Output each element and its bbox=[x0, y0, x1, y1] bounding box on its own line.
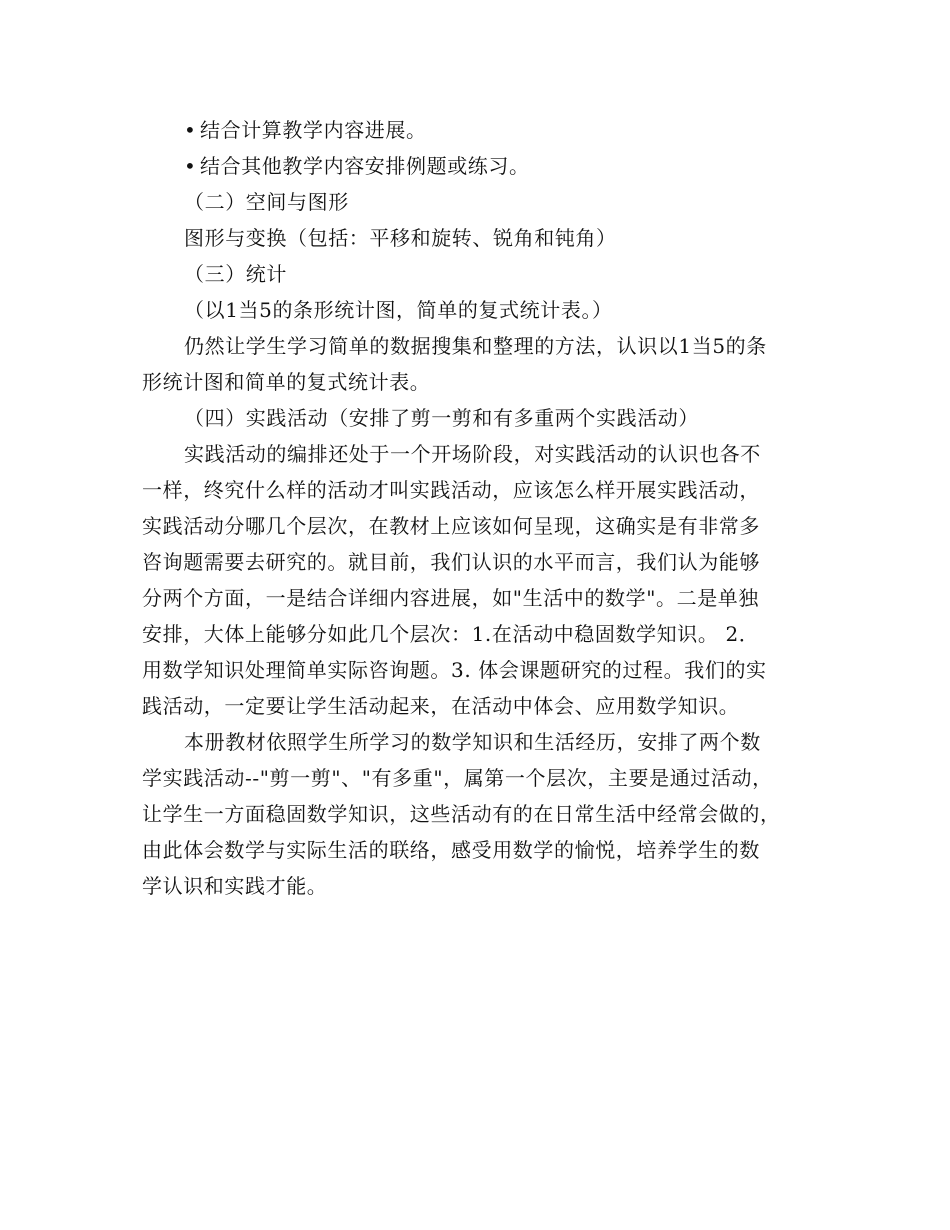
paragraph-line: 让学生一方面稳固数学知识，这些活动有的在日常生活中经常会做的， bbox=[142, 802, 781, 826]
bullet-icon: • bbox=[184, 118, 197, 142]
section-heading-stats: （三）统计 bbox=[184, 262, 287, 286]
textbook-paragraph bbox=[142, 724, 810, 904]
paragraph-line: 由此体会数学与实际生活的联络，感受用数学的愉悦，培养学生的数 bbox=[142, 838, 760, 862]
paragraph-line: 学实践活动--"剪一剪"、"有多重"，属第一个层次，主要是通过活动， bbox=[142, 766, 773, 790]
bullet-text: 结合计算教学内容进展。 bbox=[200, 118, 427, 142]
bullet-item bbox=[142, 148, 810, 184]
paragraph-line: 分两个方面，一是结合详细内容进展，如"生活中的数学"。二是单独 bbox=[142, 586, 759, 610]
paragraph-line: 本册教材依照学生所学习的数学知识和生活经历，安排了两个数 bbox=[184, 730, 761, 754]
paragraph-line: 一样，终究什么样的活动才叫实践活动，应该怎么样开展实践活动， bbox=[142, 478, 760, 502]
section-heading-practice: （四）实践活动（安排了剪一剪和有多重两个实践活动） bbox=[184, 406, 699, 430]
paragraph-line: 实践活动分哪几个层次，在教材上应该如何呈现，这确实是有非常多 bbox=[142, 514, 760, 538]
document-body bbox=[142, 112, 810, 904]
bullet-text: 结合其他教学内容安排例题或练习。 bbox=[200, 154, 530, 178]
stats-paragraph bbox=[142, 328, 810, 400]
paragraph-line: 践活动，一定要让学生活动起来，在活动中体会、应用数学知识。 bbox=[142, 694, 740, 718]
section-heading-space: （二）空间与图形 bbox=[184, 190, 349, 214]
bullet-icon: • bbox=[184, 154, 197, 178]
paragraph-line: 用数学知识处理简单实际咨询题。3. 体会课题研究的过程。我们的实 bbox=[142, 658, 767, 682]
paragraph-line: 咨询题需要去研究的。就目前，我们认识的水平而言，我们认为能够 bbox=[142, 550, 760, 574]
bullet-item bbox=[142, 112, 810, 148]
paragraph-line: 形统计图和简单的复式统计表。 bbox=[142, 370, 431, 394]
space-item: 图形与变换（包括：平移和旋转、锐角和钝角） bbox=[184, 226, 617, 250]
stats-item: （以1当5的条形统计图，简单的复式统计表。） bbox=[184, 298, 613, 322]
paragraph-line: 学认识和实践才能。 bbox=[142, 874, 328, 898]
paragraph-line: 实践活动的编排还处于一个开场阶段，对实践活动的认识也各不 bbox=[184, 442, 761, 466]
paragraph-line: 仍然让学生学习简单的数据搜集和整理的方法，认识以1当5的条 bbox=[184, 334, 767, 358]
paragraph-line: 安排，大体上能够分如此几个层次：1.在活动中稳固数学知识。 2． bbox=[142, 622, 760, 646]
practice-paragraph bbox=[142, 436, 810, 724]
